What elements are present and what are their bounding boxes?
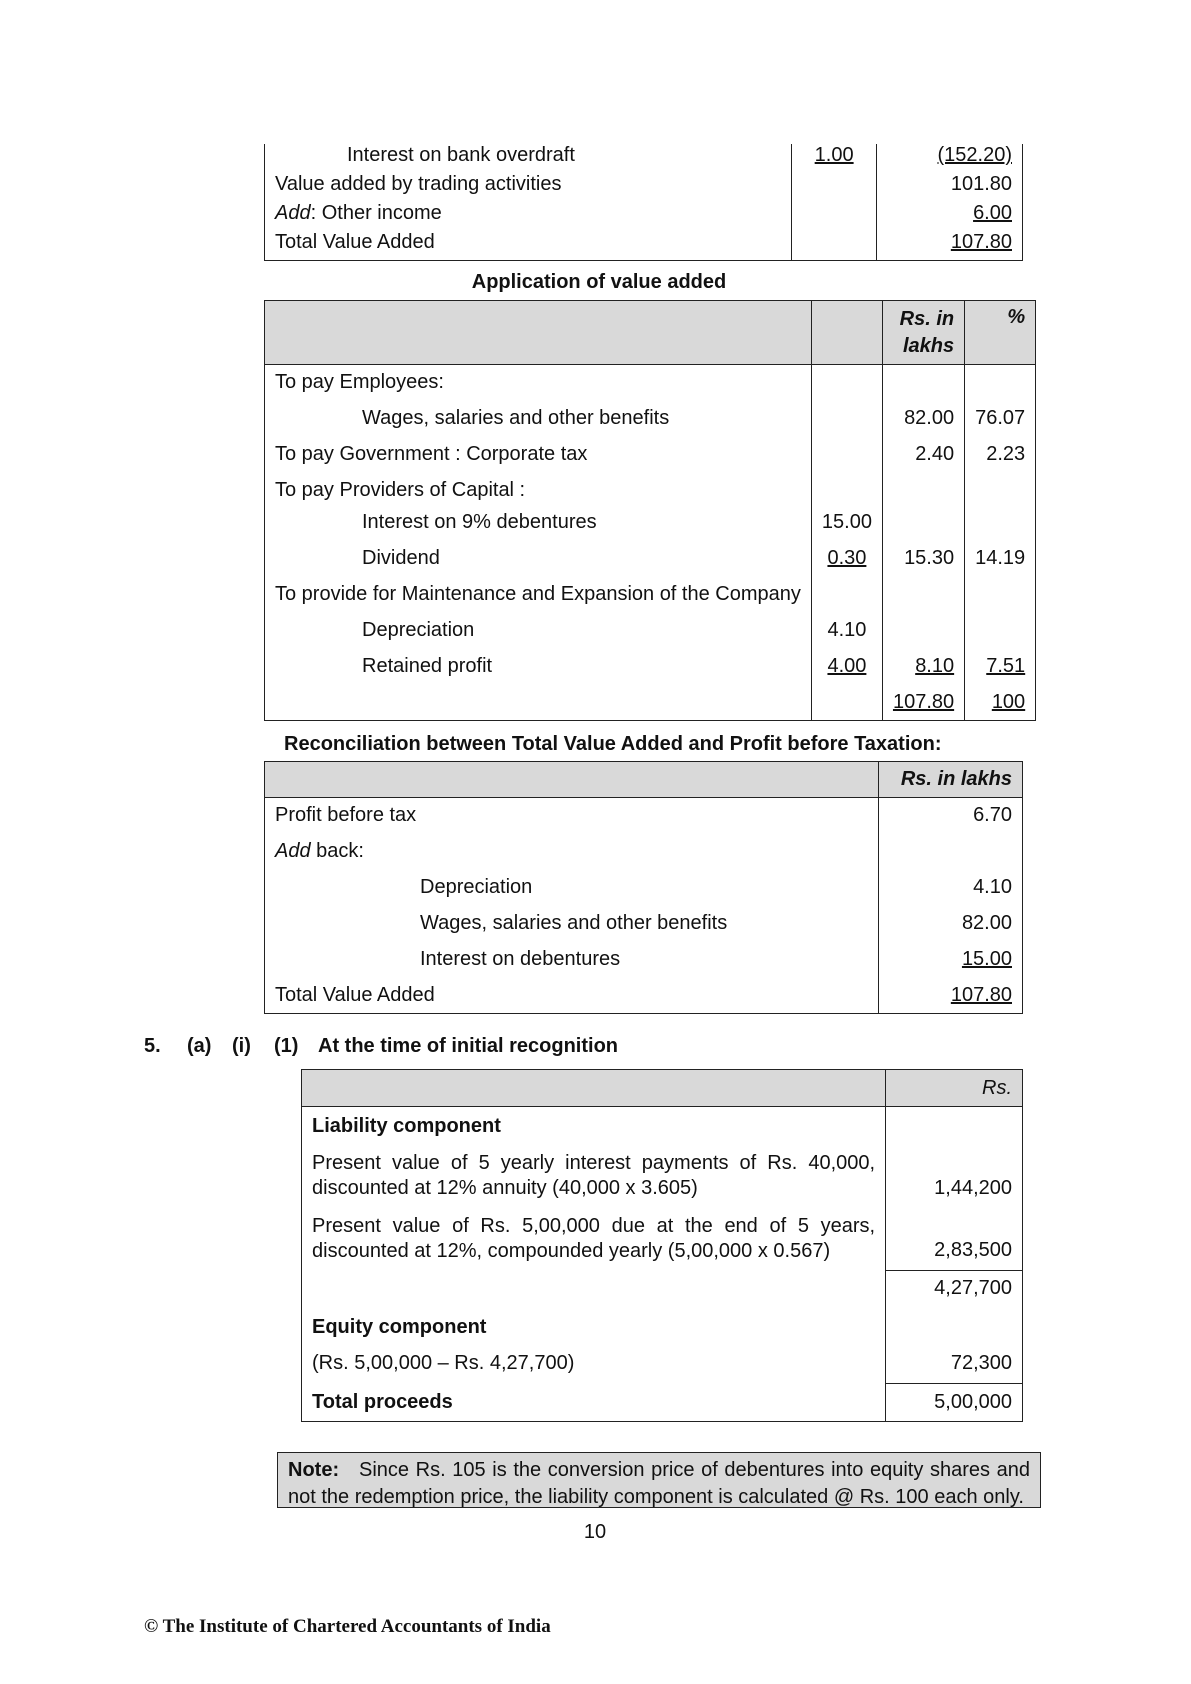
cell: 107.80 bbox=[882, 685, 964, 721]
pv-principal-text: Present value of Rs. 5,00,000 due at the end of 5 years, discounted at 12%, compounded yearly (5,00,000 x 0.567) bbox=[302, 1208, 886, 1271]
note-label: Note: bbox=[288, 1459, 340, 1481]
page-number: 10 bbox=[583, 1521, 607, 1543]
cell: 72,300 bbox=[886, 1346, 1023, 1384]
row-label: Total Value Added bbox=[265, 978, 879, 1014]
row-label: To provide for Maintenance and Expansion of the Company bbox=[265, 577, 812, 613]
cell: 8.10 bbox=[882, 649, 964, 685]
row-label: To pay Employees: bbox=[265, 365, 812, 401]
equity-calc: (Rs. 5,00,000 – Rs. 4,27,700) bbox=[302, 1346, 886, 1384]
header-rs-in-lakhs: Rs. in lakhs bbox=[879, 762, 1023, 798]
cell: 0.30 bbox=[811, 541, 882, 577]
cell: 4.00 bbox=[811, 649, 882, 685]
cell: 15.00 bbox=[879, 942, 1023, 978]
header-percent: % bbox=[965, 301, 1036, 365]
cell: 4.10 bbox=[879, 870, 1023, 906]
cell: 2.23 bbox=[965, 437, 1036, 473]
cell: 82.00 bbox=[882, 401, 964, 437]
row-label: Add: Other income bbox=[265, 202, 792, 231]
cell bbox=[792, 231, 877, 260]
q5-heading: At the time of initial recognition bbox=[318, 1035, 618, 1057]
cell bbox=[792, 202, 877, 231]
cell: 6.70 bbox=[879, 798, 1023, 834]
value-added-continuation bbox=[264, 144, 1023, 261]
initial-recognition-table bbox=[301, 1069, 1023, 1422]
q5-part-1: (1) bbox=[274, 1035, 299, 1057]
liability-title: Liability component bbox=[302, 1107, 886, 1145]
header-rs-in-lakhs: Rs. in lakhs bbox=[882, 301, 964, 365]
row-label: Total Value Added bbox=[265, 231, 792, 260]
header-cell bbox=[265, 301, 812, 365]
cell: 107.80 bbox=[877, 231, 1023, 260]
cell: 2.40 bbox=[882, 437, 964, 473]
subtotal: 4,27,700 bbox=[886, 1271, 1023, 1308]
header-rs: Rs. bbox=[886, 1070, 1023, 1107]
cell: (152.20) bbox=[877, 144, 1023, 173]
row-label: Wages, salaries and other benefits bbox=[265, 401, 812, 437]
cell: 2,83,500 bbox=[886, 1208, 1023, 1271]
row-label: Depreciation bbox=[265, 870, 879, 906]
row-label: Add back: bbox=[265, 834, 879, 870]
row-label: Interest on debentures bbox=[265, 942, 879, 978]
note-box bbox=[277, 1452, 1041, 1508]
row-label: Depreciation bbox=[265, 613, 812, 649]
header-cell bbox=[811, 301, 882, 365]
cell: 7.51 bbox=[965, 649, 1036, 685]
cell: 14.19 bbox=[965, 541, 1036, 577]
cell bbox=[792, 173, 877, 202]
cell: 107.80 bbox=[879, 978, 1023, 1014]
row-label: Value added by trading activities bbox=[265, 173, 792, 202]
cell: 100 bbox=[965, 685, 1036, 721]
cell: 15.30 bbox=[882, 541, 964, 577]
cell: 15.00 bbox=[811, 505, 882, 541]
cell: 4.10 bbox=[811, 613, 882, 649]
cell: 6.00 bbox=[877, 202, 1023, 231]
row-label: To pay Providers of Capital : bbox=[265, 473, 812, 505]
row-label: Profit before tax bbox=[265, 798, 879, 834]
note-text: Since Rs. 105 is the conversion price of debentures into equity shares and not the redemption price, the liability component is calculated @ Rs. 100 each only. bbox=[288, 1459, 1031, 1508]
q5-number: 5. bbox=[144, 1035, 161, 1057]
total-value: 5,00,000 bbox=[886, 1384, 1023, 1422]
cell: 1.00 bbox=[792, 144, 877, 173]
footer-copyright: © The Institute of Chartered Accountants of India bbox=[144, 1616, 551, 1637]
row-label: Dividend bbox=[265, 541, 812, 577]
cell: 76.07 bbox=[965, 401, 1036, 437]
pv-interest-text: Present value of 5 yearly interest payments of Rs. 40,000, discounted at 12% annuity (40,000 x 3.605) bbox=[302, 1145, 886, 1208]
row-label: Interest on 9% debentures bbox=[265, 505, 812, 541]
q5-part-a: (a) bbox=[187, 1035, 212, 1057]
total-label: Total proceeds bbox=[302, 1384, 886, 1422]
q5-part-i: (i) bbox=[232, 1035, 251, 1057]
reconciliation-title: Reconciliation between Total Value Added and Profit before Taxation: bbox=[284, 733, 942, 755]
reconciliation-table bbox=[264, 761, 1023, 1014]
equity-title: Equity component bbox=[302, 1308, 886, 1346]
row-label: Retained profit bbox=[265, 649, 812, 685]
row-label: Interest on bank overdraft bbox=[265, 144, 792, 173]
cell: 1,44,200 bbox=[886, 1145, 1023, 1208]
cell: 101.80 bbox=[877, 173, 1023, 202]
row-label: Wages, salaries and other benefits bbox=[265, 906, 879, 942]
cell: 82.00 bbox=[879, 906, 1023, 942]
application-table bbox=[264, 300, 1036, 721]
application-title: Application of value added bbox=[471, 271, 727, 293]
row-label: To pay Government : Corporate tax bbox=[265, 437, 812, 473]
